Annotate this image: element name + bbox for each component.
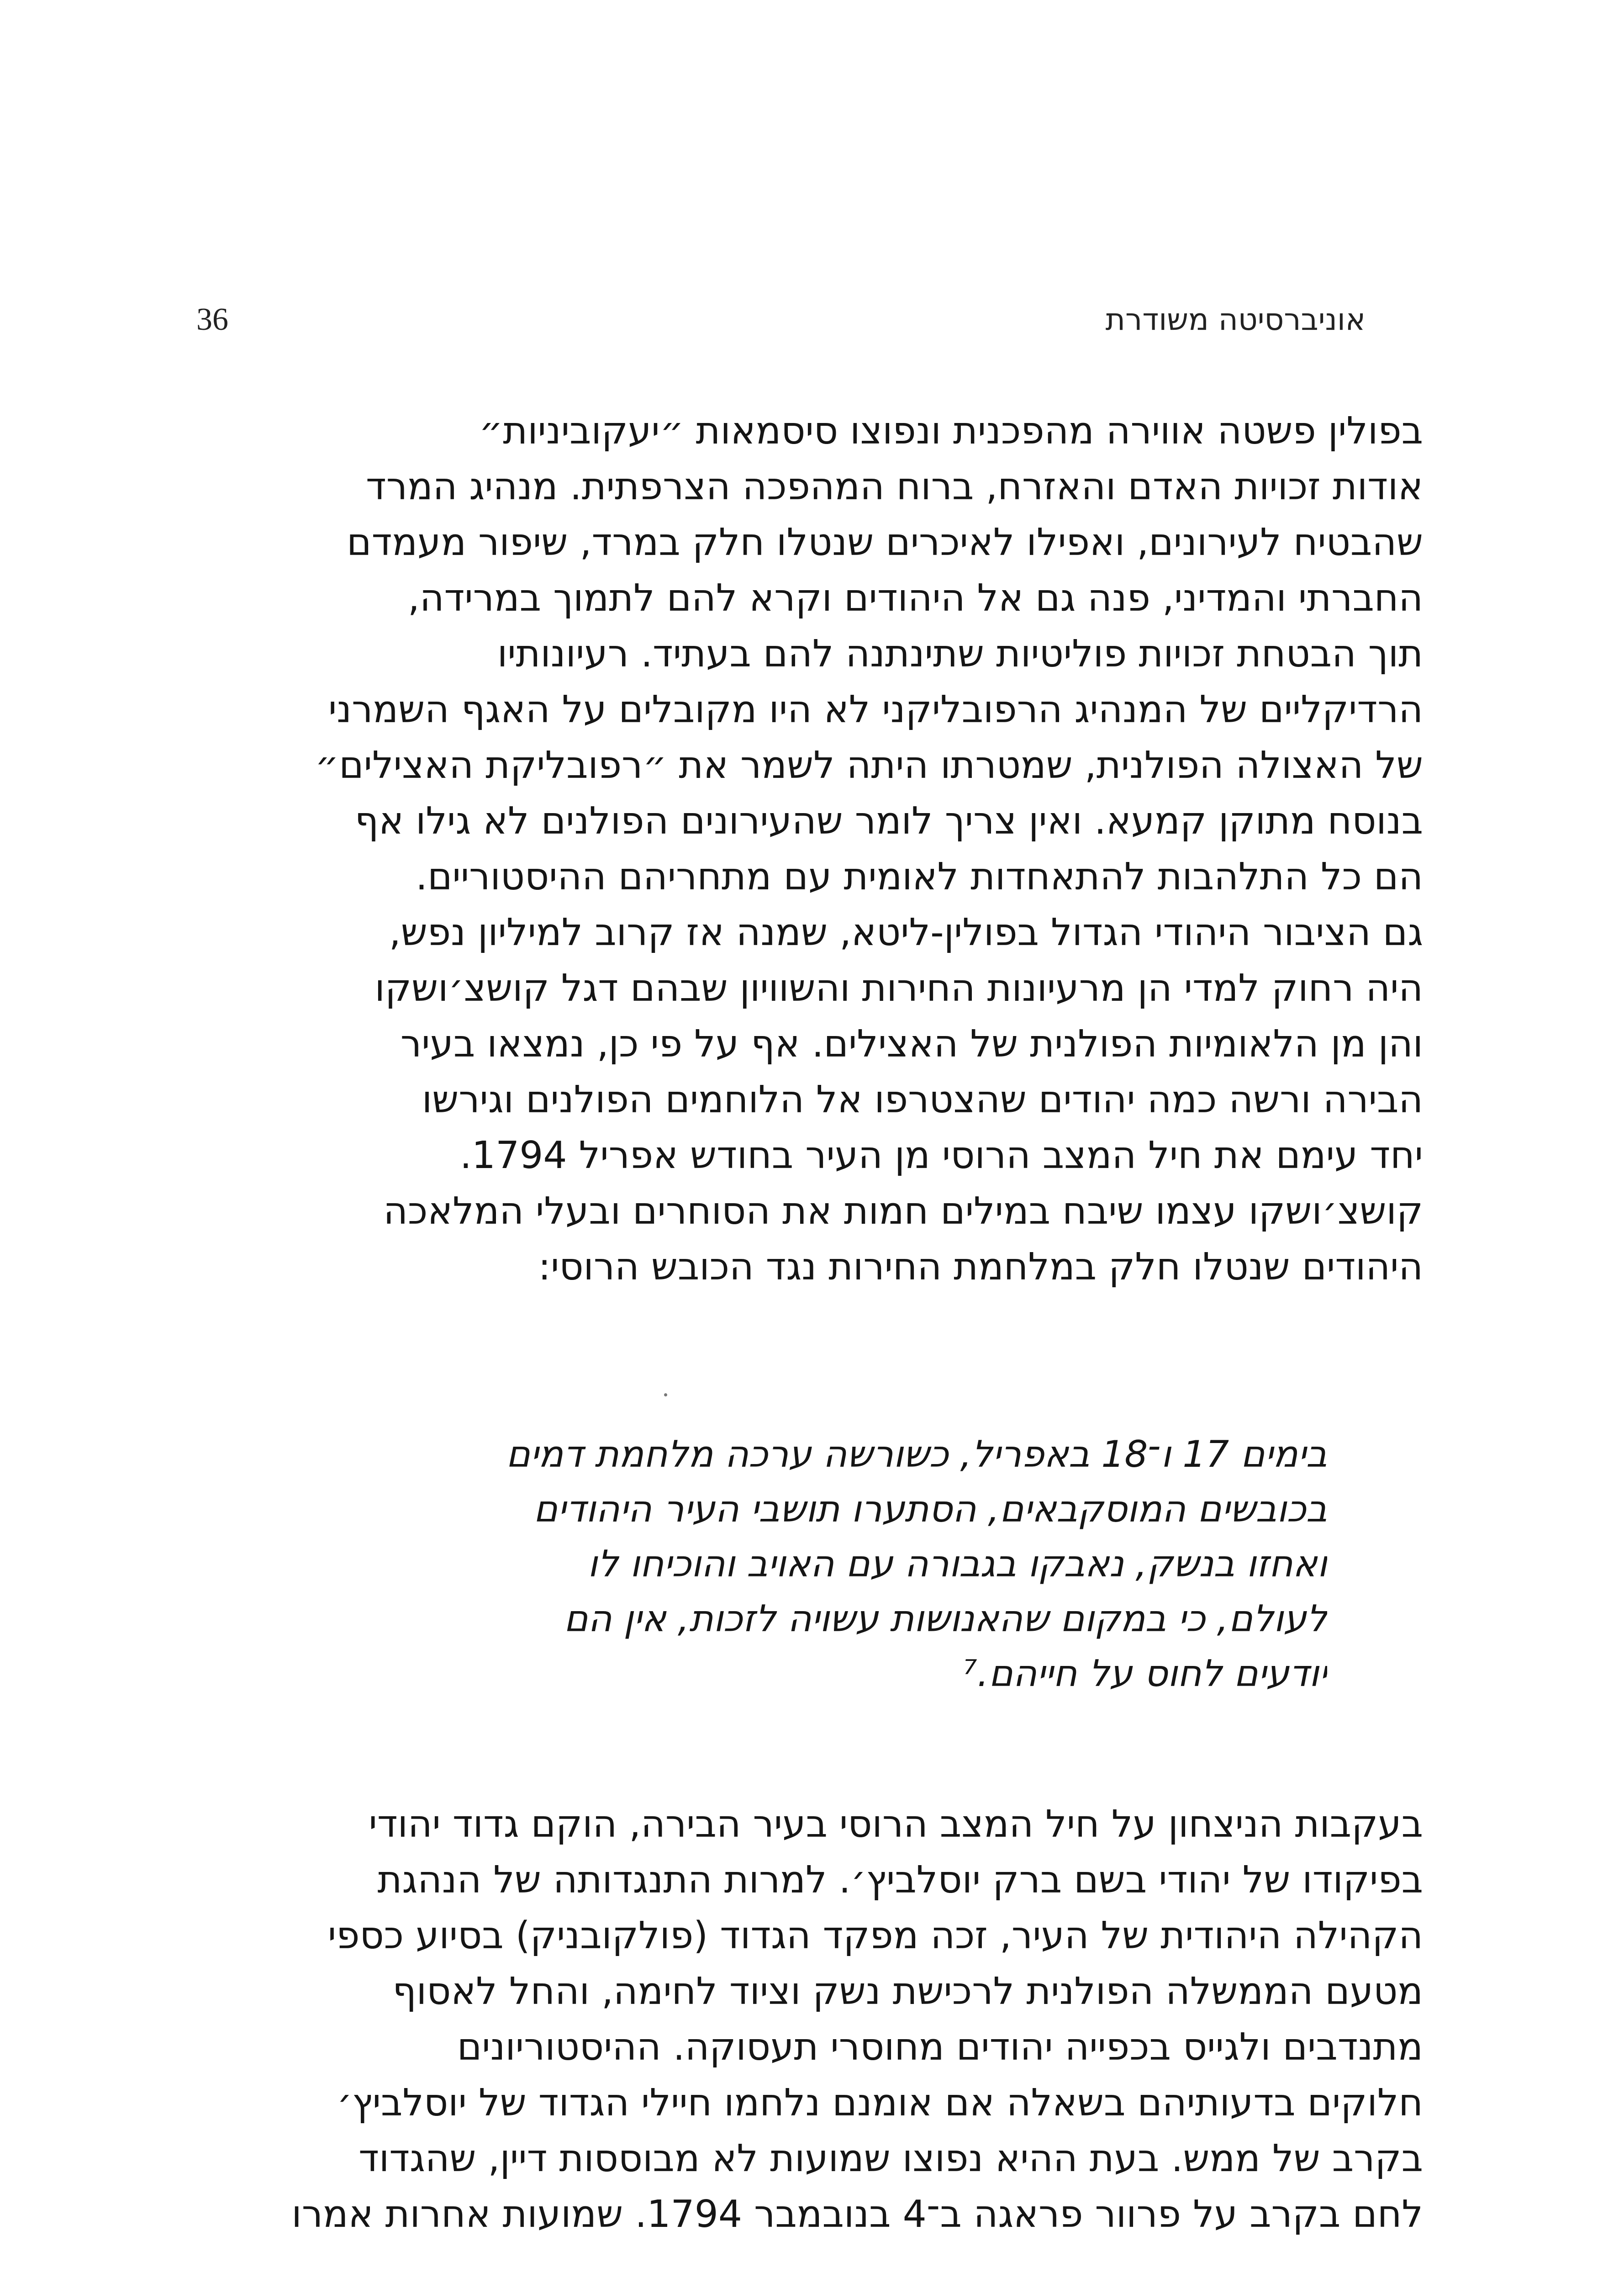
text-line: הקהילה היהודית של העיר, זכה מפקד הגדוד (פולקובניק) בסיוע כספי — [327, 1914, 1423, 1957]
quote-line: בימים 17 ו־18 באפריל, כשורשה ערכה מלחמת דמים — [506, 1433, 1327, 1475]
text-line: החברתי והמדיני, פנה גם אל היהודים וקרא להם לתמוך במרידה, — [407, 576, 1423, 620]
text-line: והן מן הלאומיות הפולנית של האצילים. אף על פי כן, נמצאו בעיר — [400, 1022, 1423, 1066]
quote-line: ואחזו בנשק, נאבקו בגבורה עם האויב והוכיחו לו — [587, 1543, 1327, 1585]
text-line: לחם בקרב על פרוור פראגה ב־4 בנובמבר 1794. שמועות אחרות אמרו — [291, 2193, 1423, 2236]
text-line: בקרב של ממש. בעת ההיא נפוצו שמועות לא מבוססות דיין, שהגדוד — [359, 2137, 1423, 2180]
text-line: היהודים שנטלו חלק במלחמת החירות נגד הכובש הרוסי: — [538, 1245, 1423, 1289]
text-line: היה רחוק למדי הן מרעיונות החירות והשוויון שבהם דגל קושצ׳ושקו — [374, 967, 1423, 1010]
text-line: קושצ׳ושקו עצמו שיבח במילים חמות את הסוחרים ובעלי המלאכה — [383, 1190, 1423, 1233]
text-line: של האצולה הפולנית, שמטרתו היתה לשמר את ״רפובליקת האצילים״ — [315, 744, 1423, 787]
stray-mark — [664, 1393, 667, 1396]
text-line: בפיקודו של יהודי בשם ברק יוסלביץ׳. למרות התנגדותה של הנהגת — [377, 1858, 1423, 1902]
text-line: שהבטיח לעירונים, ואפילו לאיכרים שנטלו חלק במרד, שיפור מעמדם — [347, 521, 1423, 564]
text-line: הבירה ורשה כמה יהודים שהצטרפו אל הלוחמים הפולנים וגירשו — [422, 1078, 1423, 1121]
text-line: גם הציבור היהודי הגדול בפולין-ליטא, שמנה אז קרוב למיליון נפש, — [389, 911, 1423, 954]
text-line: בנוסח מתוקן קמעא. ואין צריך לומר שהעירונים הפולנים לא גילו אף — [354, 799, 1423, 843]
text-line: הרדיקליים של המנהיג הרפובליקני לא היו מקובלים על האגף השמרני — [328, 688, 1423, 731]
quote-line: יודעים לחוס על חייהם.⁷ — [962, 1652, 1327, 1695]
text-line: מטעם הממשלה הפולנית לרכישת נשק וציוד לחימה, והחל לאסוף — [392, 1970, 1423, 2013]
text-line: מתנדבים ולגייס בכפייה יהודים מחוסרי תעסוקה. ההיסטוריונים — [457, 2025, 1423, 2069]
page-number: 36 — [196, 302, 228, 337]
text-line: הם כל התלהבות להתאחדות לאומית עם מתחריהם ההיסטוריים. — [416, 855, 1423, 899]
text-line: חלוקים בדעותיהם בשאלה אם אומנם נלחמו חיילי הגדוד של יוסלביץ׳ — [337, 2081, 1423, 2125]
text-line: בעקבות הניצחון על חיל המצב הרוסי בעיר הבירה, הוקם גדוד יהודי — [369, 1803, 1423, 1846]
running-title: אוניברסיטה משודרת — [1105, 302, 1366, 337]
text-line: יחד עימם את חיל המצב הרוסי מן העיר בחודש אפריל 1794. — [459, 1134, 1423, 1177]
quote-line: לעולם, כי במקום שהאנושות עשויה לזכות, אין הם — [564, 1597, 1327, 1640]
quote-line: בכובשים המוסקבאים, הסתערו תושבי העיר היהודים — [533, 1488, 1327, 1530]
text-line: אודות זכויות האדם והאזרח, ברוח המהפכה הצרפתית. מנהיג המרד — [366, 465, 1423, 508]
text-line: תוך הבטחת זכויות פוליטיות שתינתנה להם בעתיד. רעיונותיו — [497, 632, 1423, 676]
running-head — [196, 292, 1366, 347]
text-line: בפולין פשטה אווירה מהפכנית ונפוצו סיסמאות ״יעקוביניות״ — [479, 409, 1423, 453]
